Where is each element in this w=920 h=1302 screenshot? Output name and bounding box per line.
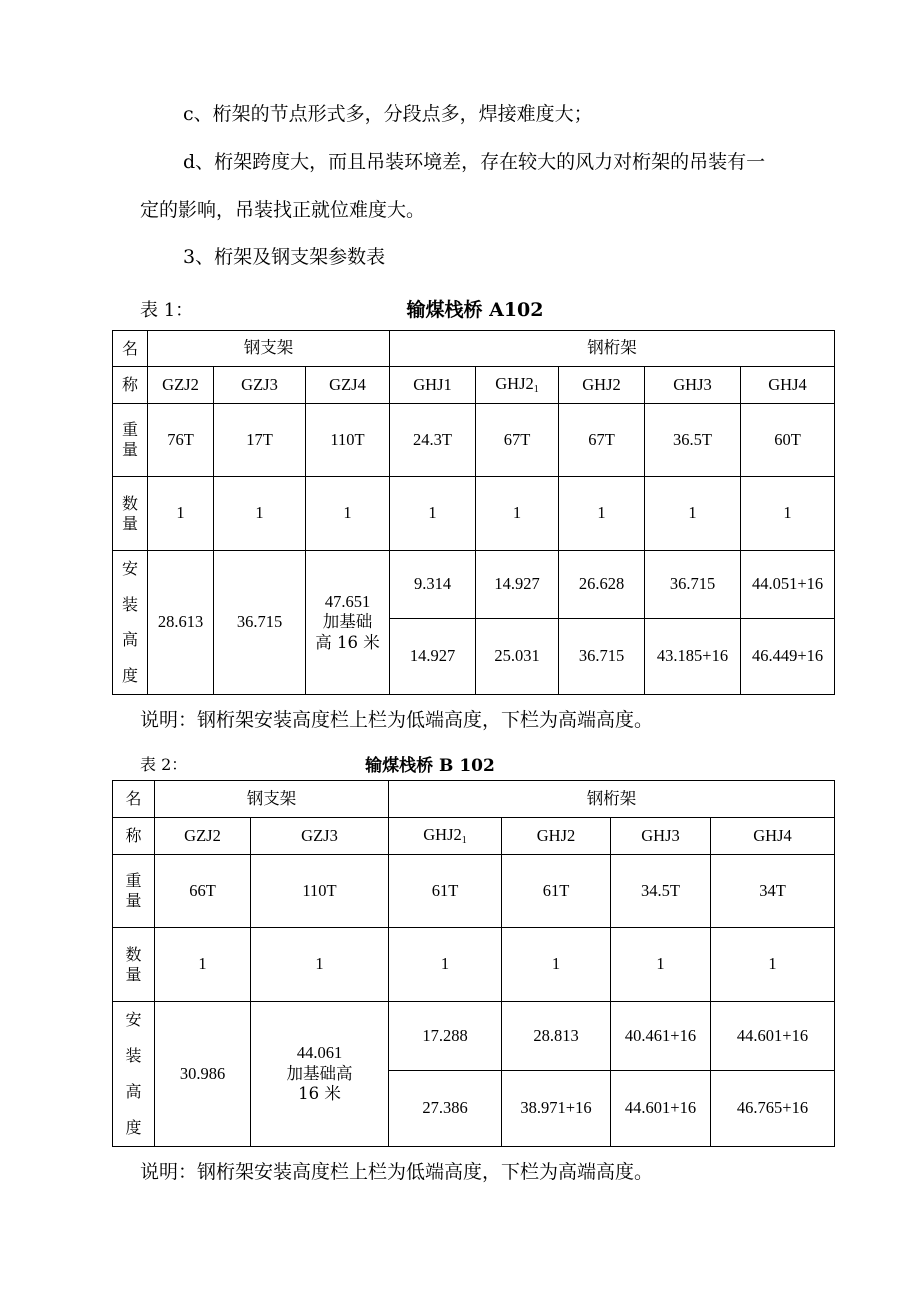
table2-height-gzj3-line: 加基础高 — [286, 1063, 353, 1083]
table1-height-gzj3: 36.715 — [214, 551, 306, 695]
table1-height-gzj4-line: 加基础 — [322, 612, 373, 632]
table2-height-label-char: 安 — [125, 1010, 142, 1029]
table1-truss-low: 14.927 — [476, 551, 559, 619]
table2-height-gzj3-line: 16 米 — [298, 1084, 341, 1104]
table2-col-header: GHJ2 — [502, 818, 611, 855]
table1-name-label-1: 名 — [113, 331, 148, 367]
table2-height-label-char: 高 — [125, 1082, 142, 1101]
table1-col-header: GHJ4 — [741, 367, 835, 404]
table2-col-subscript: 1 — [461, 834, 467, 846]
table2-weight-cell: 66T — [155, 855, 251, 928]
paragraph-item-d-line2: 定的影响，吊装找正就位难度大。 — [140, 199, 426, 221]
table1-qty-label-char: 数 — [121, 493, 138, 513]
table1-weight-cell: 60T — [741, 404, 835, 477]
table1-height-label-char: 安 — [121, 559, 138, 579]
table2-weight-cell: 61T — [502, 855, 611, 928]
table1-weight-cell: 67T — [559, 404, 645, 477]
table1-height-gzj4-line: 47.651 — [324, 591, 371, 611]
table1-truss-low: 9.314 — [390, 551, 476, 619]
table2-truss-low: 44.601+16 — [711, 1002, 835, 1071]
table1-col-header: GHJ1 — [390, 367, 476, 404]
table1-qty-cell: 1 — [390, 477, 476, 551]
paragraph-item-d-line1: d、桁架跨度大，而且吊装环境差，存在较大的风力对桁架的吊装有一 — [183, 151, 766, 173]
table2-col-header: GZJ2 — [155, 818, 251, 855]
table1-note: 说明：钢桁架安装高度栏上栏为低端高度，下栏为高端高度。 — [140, 709, 654, 731]
table1-label: 表 1： — [140, 300, 194, 321]
table2-qty-label-char: 量 — [125, 964, 142, 984]
table2-truss-high: 44.601+16 — [611, 1071, 711, 1147]
table2-qty-cell: 1 — [611, 928, 711, 1002]
table1-qty-label-char: 量 — [121, 513, 138, 533]
table1-weight-cell: 24.3T — [390, 404, 476, 477]
table2-height-gzj3 — [251, 1002, 389, 1147]
table1-qty-cell: 1 — [214, 477, 306, 551]
table2-name-label-2: 称 — [113, 818, 155, 855]
table2-weight-label-char: 重 — [125, 871, 142, 890]
table1-weight-cell: 36.5T — [645, 404, 741, 477]
table1-qty-cell: 1 — [148, 477, 214, 551]
table1-title: 输煤栈桥 A102 — [406, 299, 544, 321]
table2-qty-label-char: 数 — [125, 944, 142, 964]
table2-height-label-char: 装 — [125, 1046, 142, 1065]
table2-weight-label-char: 量 — [125, 891, 142, 910]
table1-col-header-text: GHJ2 — [495, 373, 534, 393]
table2-weight-cell: 34T — [711, 855, 835, 928]
table2-name-label-1: 名 — [113, 781, 155, 818]
table1-truss-high: 25.031 — [476, 619, 559, 695]
table2-col-header: GZJ3 — [251, 818, 389, 855]
table2-weight-cell: 34.5T — [611, 855, 711, 928]
table2-height-label — [113, 1002, 155, 1147]
table1-col-subscript: 1 — [533, 383, 539, 395]
table1-group-truss: 钢桁架 — [390, 331, 835, 367]
table1-truss-low: 36.715 — [645, 551, 741, 619]
table1-weight-label — [113, 404, 148, 477]
table1-weight-label-char: 量 — [121, 440, 138, 459]
table2-qty-cell: 1 — [502, 928, 611, 1002]
table1-height-label — [113, 551, 148, 695]
table1 — [112, 330, 835, 695]
table2-height-label-char: 度 — [125, 1118, 142, 1137]
table2-truss-high: 27.386 — [389, 1071, 502, 1147]
table1-height-gzj2: 28.613 — [148, 551, 214, 695]
table1-qty-cell: 1 — [559, 477, 645, 551]
table1-qty-cell: 1 — [306, 477, 390, 551]
table2-truss-high: 46.765+16 — [711, 1071, 835, 1147]
table1-truss-high: 43.185+16 — [645, 619, 741, 695]
table1-qty-cell: 1 — [476, 477, 559, 551]
table2-truss-low: 40.461+16 — [611, 1002, 711, 1071]
table2-height-gzj2: 30.986 — [155, 1002, 251, 1147]
table2-qty-cell: 1 — [389, 928, 502, 1002]
table1-truss-low: 44.051+16 — [741, 551, 835, 619]
table1-weight-cell: 110T — [306, 404, 390, 477]
table1-name-label-2: 称 — [113, 367, 148, 404]
table2-truss-high: 38.971+16 — [502, 1071, 611, 1147]
table2-col-header — [389, 818, 502, 855]
table2-group-truss: 钢桁架 — [389, 781, 835, 818]
table1-col-header: GZJ2 — [148, 367, 214, 404]
table1-col-header: GZJ4 — [306, 367, 390, 404]
table2-qty-cell: 1 — [251, 928, 389, 1002]
table1-col-header — [476, 367, 559, 404]
table1-height-label-char: 装 — [121, 594, 138, 614]
table1-height-gzj4 — [306, 551, 390, 695]
paragraph-item-c: c、桁架的节点形式多，分段点多，焊接难度大； — [183, 103, 593, 125]
table1-weight-cell: 67T — [476, 404, 559, 477]
table2-height-gzj3-line: 44.061 — [296, 1043, 343, 1063]
table2-weight-cell: 110T — [251, 855, 389, 928]
table2-truss-low: 28.813 — [502, 1002, 611, 1071]
table1-height-label-char: 度 — [121, 665, 138, 685]
table1-truss-high: 46.449+16 — [741, 619, 835, 695]
table1-height-gzj4-line: 高 16 米 — [315, 632, 380, 652]
table2-col-header-text: GHJ2 — [423, 824, 462, 844]
table2-col-header: GHJ3 — [611, 818, 711, 855]
table2-note: 说明：钢桁架安装高度栏上栏为低端高度，下栏为高端高度。 — [140, 1161, 654, 1183]
table1-weight-cell: 17T — [214, 404, 306, 477]
table1-col-header: GHJ3 — [645, 367, 741, 404]
table2-truss-low: 17.288 — [389, 1002, 502, 1071]
table1-weight-cell: 76T — [148, 404, 214, 477]
table2-qty-label — [113, 928, 155, 1002]
table2-weight-cell: 61T — [389, 855, 502, 928]
table2 — [112, 780, 835, 1147]
table2-qty-cell: 1 — [711, 928, 835, 1002]
table2-qty-cell: 1 — [155, 928, 251, 1002]
table1-qty-cell: 1 — [645, 477, 741, 551]
table2-title: 输煤栈桥 B 102 — [365, 756, 495, 776]
table2-col-header: GHJ4 — [711, 818, 835, 855]
table1-col-header: GHJ2 — [559, 367, 645, 404]
table2-group-support: 钢支架 — [155, 781, 389, 818]
table1-truss-low: 26.628 — [559, 551, 645, 619]
table1-height-label-char: 高 — [121, 630, 138, 650]
table1-truss-high: 36.715 — [559, 619, 645, 695]
table2-weight-label — [113, 855, 155, 928]
section-heading-3: 3、桁架及钢支架参数表 — [183, 246, 386, 268]
table1-col-header: GZJ3 — [214, 367, 306, 404]
table1-weight-label-char: 重 — [121, 420, 138, 439]
table2-label: 表 2： — [140, 755, 188, 774]
table1-qty-label — [113, 477, 148, 551]
table1-truss-high: 14.927 — [390, 619, 476, 695]
table1-group-support: 钢支架 — [148, 331, 390, 367]
table1-qty-cell: 1 — [741, 477, 835, 551]
